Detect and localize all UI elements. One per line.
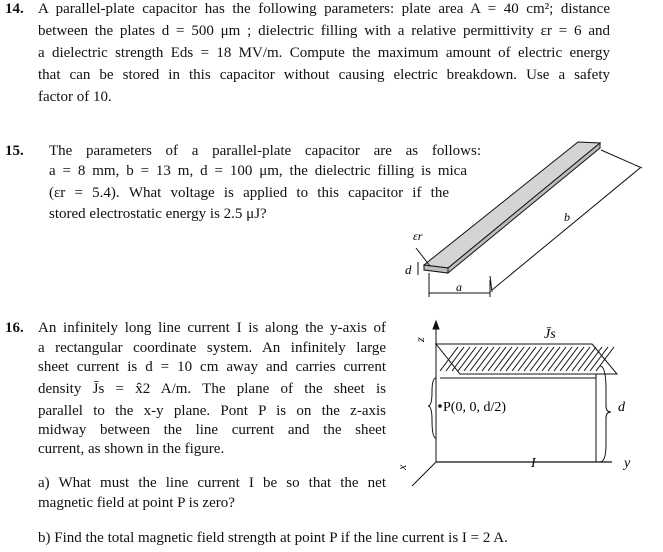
sheet-label-js: J̄s [544,327,556,342]
problem-14-line-3: a dielectric strength Eds = 18 MV/m. Compute the maximum amount of electric energy [38,45,610,61]
x-axis [412,462,436,486]
problem-14-number: 14. [5,1,24,17]
problem-14-line-1: A parallel-plate capacitor has the following parameters: plate area A = 40 cm²; distance [38,1,610,17]
problem-15-line-3: (εr = 5.4). What voltage is applied to this capacitor if the [49,185,449,201]
problem-16-number: 16. [5,320,24,336]
problem-16-part-a-line-2: magnetic field at point P is zero? [38,495,235,511]
problem-14-line-5: factor of 10. [38,89,112,105]
problem-16-line-5: parallel to the x-y plane. Pont P is on the z-axis [38,403,386,419]
sheet-label-p: P(0, 0, d/2) [443,400,506,415]
sheet-label-y: y [624,456,631,471]
p-brace [428,378,436,438]
problem-16-part-b: b) Find the total magnetic field strength at point P if the line current is I = 2 A. [38,530,508,546]
capacitor-label-a: a [456,280,462,294]
sheet-label-z: z [413,337,427,342]
point-p [438,404,442,408]
problem-16-line-7: current, as shown in the figure. [38,441,225,457]
capacitor-label-eps: εr [413,229,423,243]
problem-16-line-6: midway between the line current and the sheet [38,422,386,438]
problem-14-line-4: that can be stored in this capacitor without causing electric breakdown. Use a safety [38,67,610,83]
capacitor-label-d: d [405,262,412,277]
z-axis-arrowhead [433,321,439,329]
problem-15-number: 15. [5,143,24,159]
problem-15-line-1: The parameters of a parallel-plate capacitor are as follows: [49,143,481,159]
problem-15-line-4: stored electrostatic energy is 2.5 μJ? [49,206,267,222]
capacitor-label-b: b [564,210,570,224]
problem-16-line-4: density J̄s = x̂2 A/m. The plane of the sheet is [38,381,386,397]
sheet-label-i: I [531,456,536,471]
problem-14-line-2: between the plates d = 500 μm ; dielectric filling with a relative permittivity εr = 6 and [38,23,610,39]
sheet-label-x: x [395,464,409,470]
problem-16-line-3: sheet current is d = 10 cm away and carries current [38,359,386,375]
problem-16-part-a-line-1: a) What must the line current I be so that the net [38,475,386,491]
problem-16-line-2: a rectangular coordinate system. An infinitely large [38,340,386,356]
sheet-label-d: d [618,400,625,415]
d-brace [600,366,611,462]
problem-16-line-1: An infinitely long line current I is along the y-axis of [38,320,386,336]
problem-15-line-2: a = 8 mm, b = 13 m, d = 100 μm, the dielectric filling is mica [49,163,467,179]
